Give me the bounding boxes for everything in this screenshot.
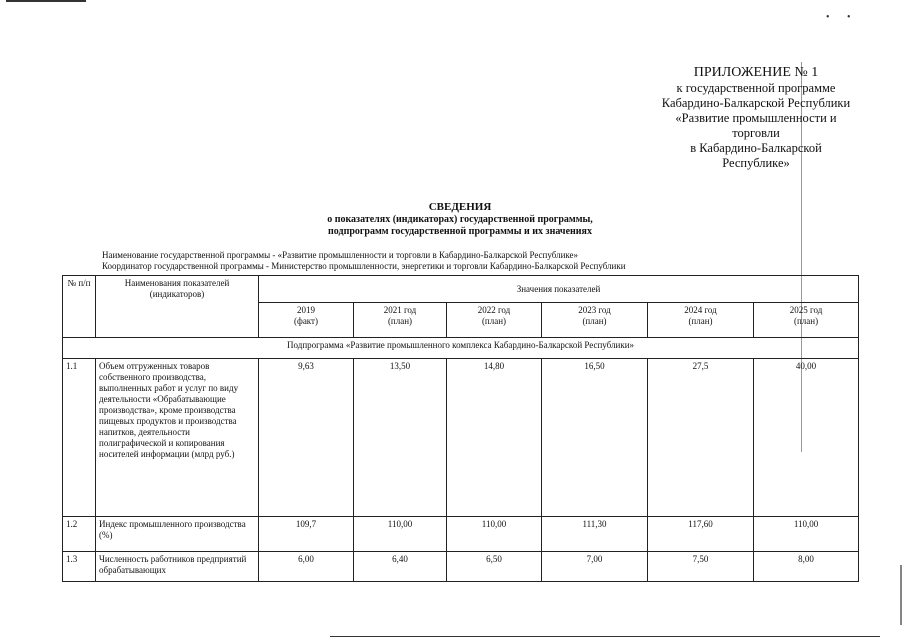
scan-mark-top-left [6, 0, 86, 2]
row-value: 6,00 [259, 552, 354, 582]
row-num: 1.3 [63, 552, 96, 582]
header-year [542, 303, 648, 338]
scan-mark-right-edge [900, 565, 902, 625]
year-note: (план) [582, 316, 607, 326]
header-num: № п/п [63, 276, 96, 338]
row-num: 1.2 [63, 517, 96, 552]
row-value: 6,40 [354, 552, 447, 582]
header-year [648, 303, 754, 338]
row-value: 8,00 [754, 552, 859, 582]
row-value: 7,00 [542, 552, 648, 582]
appendix-title: ПРИЛОЖЕНИЕ № 1 [693, 65, 819, 80]
row-value: 110,00 [354, 517, 447, 552]
year-label: 2022 год [477, 305, 511, 315]
document-heading [250, 200, 670, 238]
table-row [63, 359, 859, 517]
heading-title: СВЕДЕНИЯ [428, 201, 492, 213]
appendix-line: «Развитие промышленности и [675, 111, 837, 125]
year-note: (план) [688, 316, 713, 326]
appendix-block [640, 64, 872, 171]
table-row [63, 552, 859, 582]
row-num: 1.1 [63, 359, 96, 517]
row-value: 40,00 [754, 359, 859, 517]
row-value: 9,63 [259, 359, 354, 517]
program-info [102, 250, 762, 272]
header-values: Значения показателей [259, 276, 859, 303]
header-year [259, 303, 354, 338]
scan-specks: • • [826, 12, 851, 23]
year-note: (план) [793, 316, 819, 326]
row-value: 16,50 [542, 359, 648, 517]
row-value: 13,50 [354, 359, 447, 517]
year-note: (факт) [293, 316, 318, 326]
year-label: 2023 год [578, 305, 611, 315]
appendix-line: Республике» [722, 156, 790, 170]
year-label: 2025 год [789, 305, 823, 315]
row-value: 27,5 [648, 359, 754, 517]
appendix-line: в Кабардино-Балкарской [690, 141, 822, 155]
row-value: 109,7 [259, 517, 354, 552]
header-year [447, 303, 542, 338]
appendix-line: к государственной программе [676, 81, 836, 95]
row-value: 6,50 [447, 552, 542, 582]
appendix-line: Кабардино-Балкарской Республики [661, 96, 851, 110]
row-value: 110,00 [447, 517, 542, 552]
row-indicator-name: Численность работников предприятий обрабатывающих [96, 552, 259, 582]
indicators-table [62, 275, 859, 582]
year-label: 2024 год [684, 305, 717, 315]
row-value: 14,80 [447, 359, 542, 517]
scan-mark-bottom [330, 636, 880, 637]
heading-line-1: о показателях (индикаторах) государственной программы, [327, 214, 593, 225]
header-year [354, 303, 447, 338]
year-note: (план) [481, 316, 507, 326]
year-label: 2021 год [383, 305, 417, 315]
appendix-line: торговли [732, 126, 780, 140]
table-row [63, 517, 859, 552]
heading-line-2: подпрограмм государственной программы и их значениях [328, 226, 592, 237]
header-name: Наименования показателей (индикаторов) [96, 276, 259, 338]
header-year [754, 303, 859, 338]
subprogram-row: Подпрограмма «Развитие промышленного комплекса Кабардино-Балкарской Республики» [63, 338, 859, 359]
program-name: Наименование государственной программы - «Развитие промышленности и торговли в Кабардино-Балкарской Республике» [102, 250, 579, 260]
year-label: 2019 [297, 305, 315, 315]
row-value: 111,30 [542, 517, 648, 552]
row-indicator-name: Объем отгруженных товаров собственного производства, выполненных работ и услуг по виду деятельности «Обрабатывающие производства», кроме производства пищевых продуктов и производства напитков, деятельности полиграфической и копирования носителей информации (млрд руб.) [96, 359, 259, 517]
row-value: 110,00 [754, 517, 859, 552]
row-indicator-name: Индекс промышленного производства (%) [96, 517, 259, 552]
row-value: 117,60 [648, 517, 754, 552]
year-note: (план) [387, 316, 413, 326]
program-coordinator: Координатор государственной программы - Министерство промышленности, энергетики и торговли Кабардино-Балкарской Республики [102, 261, 626, 271]
row-value: 7,50 [648, 552, 754, 582]
